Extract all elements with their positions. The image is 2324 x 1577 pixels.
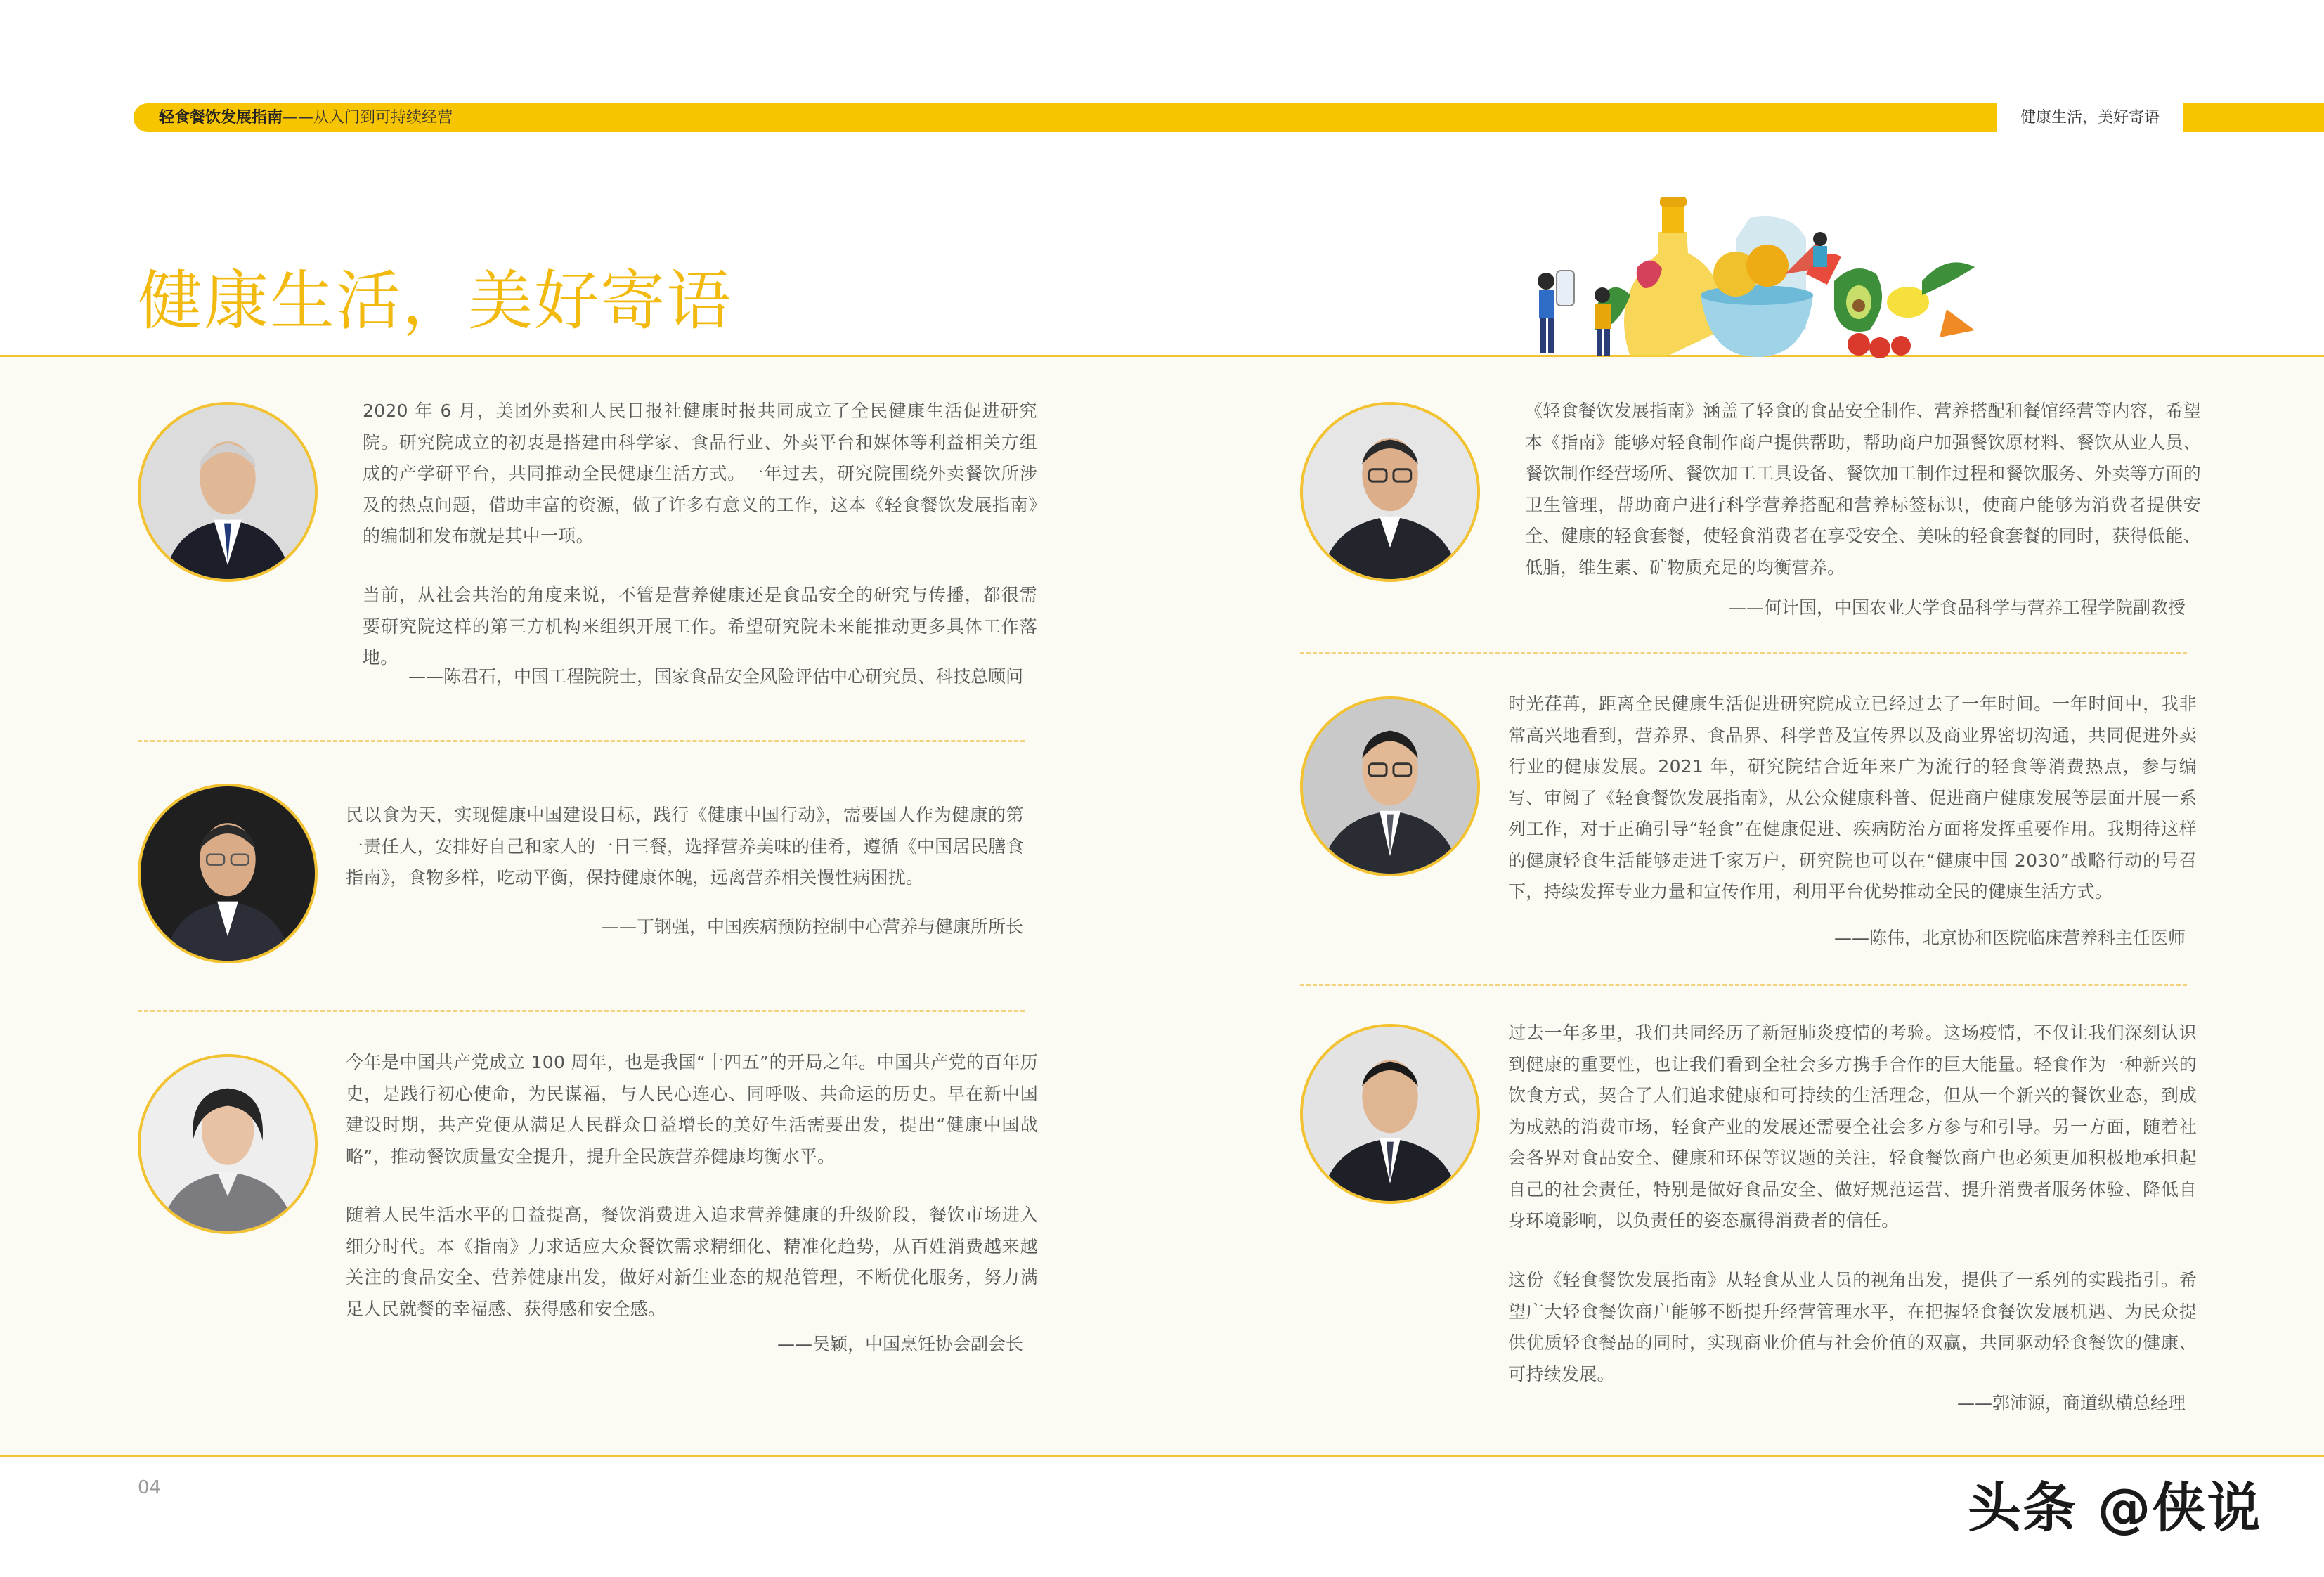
portrait-avatar [138,784,318,963]
section-label: 健康生活，美好寄语 [2020,109,2160,126]
portrait-avatar [1300,696,1480,876]
portrait-avatar [1300,402,1480,582]
portrait-avatar [138,402,318,582]
header-band-right [2183,103,2324,132]
message-3-paragraph-2: 随着人民生活水平的日益提高，餐饮消费进入追求营养健康的升级阶段，餐饮市场进入细分时代。本《指南》力求适应大众餐饮需求精细化、精准化趋势，从百姓消费越来越关注的食品安全、营养健康出发，做好对新生业态的规范管理，不断优化服务，努力满足人民就餐的幸福感、获得感和安全感。 [346,1205,1038,1319]
message-6-paragraph-1: 过去一年多里，我们共同经历了新冠肺炎疫情的考验。这场疫情，不仅让我们深刻认识到健康的重要性，也让我们看到全社会多方携手合作的巨大能量。轻食作为一种新兴的饮食方式，契合了人们追求健康和可持续的生活理念，但从一个新兴的餐饮业态，到成为成熟的消费市场，轻食产业的发展还需要全社会多方参与和引导。另一方面，随着社会各界对食品安全、健康和环保等议题的关注，轻食餐饮商户也必须更加积极地承担起自己的社会责任，特别是做好食品安全、做好规范运营、提升消费者服务体验、降低自身环境影响，以负责任的姿态赢得消费者的信任。 [1508,1023,2197,1231]
message-2-paragraph-1: 民以食为天，实现健康中国建设目标，践行《健康中国行动》，需要国人作为健康的第一责任人，安排好自己和家人的一日三餐，选择营养美味的佳肴，遵循《中国居民膳食指南》，食物多样，吃动平衡，保持健康体魄，远离营养相关慢性病困扰。 [346,805,1024,888]
guide-title-header [159,103,453,132]
watermark: 头条 @侠说 [1968,1477,2262,1539]
message-6-paragraph-2: 这份《轻食餐饮发展指南》从轻食从业人员的视角出发，提供了一系列的实践指引。希望广大轻食餐饮商户能够不断提升经营管理水平，在把握轻食餐饮发展机遇、为民众提供优质轻食餐品的同时，实现商业价值与社会价值的双赢，共同驱动轻食餐饮的健康、可持续发展。 [1508,1270,2197,1384]
message-3-signature: ——吴颖，中国烹饪协会副会长 [777,1334,1023,1354]
guide-subtitle: ——从入门到可持续经营 [283,109,453,126]
message-1-paragraph-1: 2020 年 6 月，美团外卖和人民日报社健康时报共同成立了全民健康生活促进研究院。研究院成立的初衷是搭建由科学家、食品行业、外卖平台和媒体等利益相关方组成的产学研平台，共同推动全民健康生活方式。一年过去，研究院围绕外卖餐饮所涉及的热点问题，借助丰富的资源，做了许多有意义的工作，这本《轻食餐饮发展指南》的编制和发布就是其中一项。 [363,401,1037,546]
message-4-signature: ——何计国，中国农业大学食品科学与营养工程学院副教授 [1728,597,2186,618]
divider [1300,984,2187,986]
page-title: 健康生活，美好寄语 [138,264,733,339]
portrait-avatar [138,1054,318,1234]
message-3-paragraph-1: 今年是中国共产党成立 100 周年，也是我国“十四五”的开局之年。中国共产党的百年历史，是践行初心使命，为民谋福，与人民心连心、同呼吸、共命运的历史。早在新中国建设时期，共产党便从满足人民群众日益增长的美好生活需要出发，提出“健康中国战略”，推动餐饮质量安全提升，提升全民族营养健康均衡水平。 [346,1052,1038,1167]
message-5-paragraph-1: 时光荏苒，距离全民健康生活促进研究院成立已经过去了一年时间。一年时间中，我非常高兴地看到，营养界、食品界、科学普及宣传界以及商业界密切沟通，共同促进外卖行业的健康发展。2021 年，研究院结合近年来广为流行的轻食等消费热点，参与编写、审阅了《轻食餐饮发展指南》，从公众健康科普、促进商户健康发展等层面开展一系列工作，对于正确引导“轻食”在健康促进、疾病防治方面将发挥重要作用。我期待这样的健康轻食生活能够走进千家万户，研究院也可以在“健康中国 2030”战略行动的号召下，持续发挥专业力量和宣传作用，利用平台优势推动全民的健康生活方式。 [1508,694,2197,902]
page-number: 04 [138,1477,162,1498]
message-2-signature: ——丁钢强，中国疾病预防控制中心营养与健康所所长 [601,916,1023,937]
divider [138,740,1025,742]
divider [138,1010,1025,1012]
divider [1300,652,2187,654]
guide-title: 轻食餐饮发展指南 [159,109,283,126]
message-1-paragraph-2: 当前，从社会共治的角度来说，不管是营养健康还是食品安全的研究与传播，都很需要研究院这样的第三方机构来组织开展工作。希望研究院未来能推动更多具体工作落地。 [363,585,1037,668]
message-1-signature: ——陈君石，中国工程院院士，国家食品安全风险评估中心研究员、科技总顾问 [408,666,1023,687]
portrait-avatar [1300,1024,1480,1204]
healthy-food-illustration [1525,190,2003,358]
message-4-paragraph-1: 《轻食餐饮发展指南》涵盖了轻食的食品安全制作、营养搭配和餐馆经营等内容，希望本《指南》能够对轻食制作商户提供帮助，帮助商户加强餐饮原材料、餐饮从业人员、餐饮制作经营场所、餐饮加工工具设备、餐饮加工制作过程和餐饮服务、外卖等方面的卫生管理，帮助商户进行科学营养搭配和营养标签标识，使商户能够为消费者提供安全、健康的轻食套餐，使轻食消费者在享受安全、美味的轻食套餐的同时，获得低能、低脂，维生素、矿物质充足的均衡营养。 [1525,401,2201,578]
message-5-signature: ——陈伟，北京协和医院临床营养科主任医师 [1833,928,2186,948]
message-6-signature: ——郭沛源，商道纵横总经理 [1956,1393,2186,1413]
